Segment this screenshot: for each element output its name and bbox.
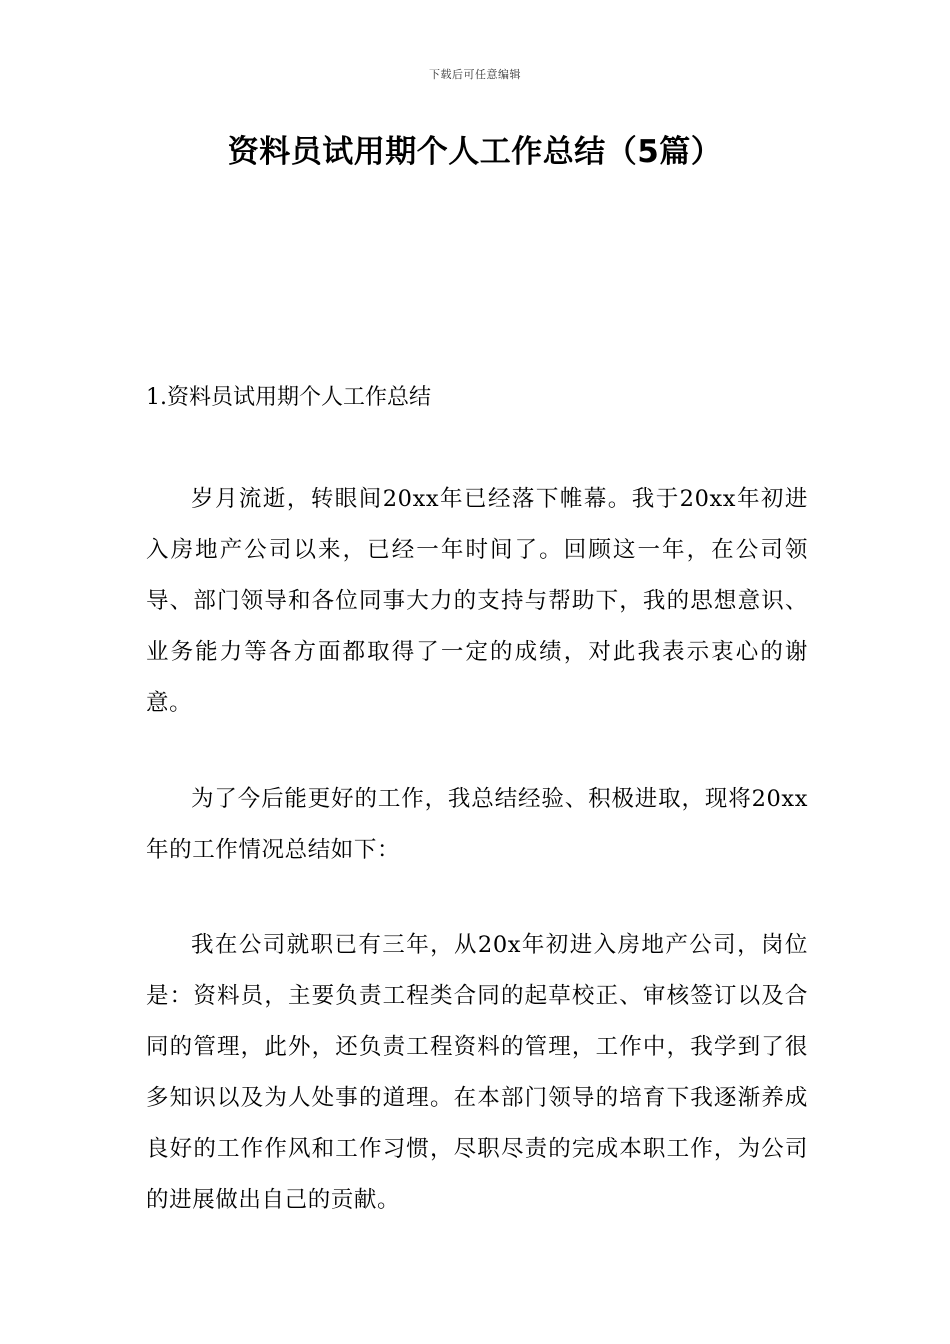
header-note: 下载后可任意编辑 xyxy=(429,68,521,81)
paragraph-2: 为了今后能更好的工作，我总结经验、积极进取，现将20xx年的工作情况总结如下： xyxy=(146,786,808,863)
paragraph-1: 岁月流逝，转眼间20xx年已经落下帷幕。我于20xx年初进入房地产公司以来，已经一年时间了。回顾这一年，在公司领导、部门领导和各位同事大力的支持与帮助下，我的思想意识、业务能力等各方面都取得了一定的成绩，对此我表示衷心的谢意。 xyxy=(146,486,808,716)
paragraph-3: 我在公司就职已有三年，从20x年初进入房地产公司，岗位是：资料员，主要负责工程类合同的起草校正、审核签订以及合同的管理，此外，还负责工程资料的管理，工作中，我学到了很多知识以及为人处事的道理。在本部门领导的培育下我逐渐养成良好的工作作风和工作习惯，尽职尽责的完成本职工作，为公司的进展做出自己的贡献。 xyxy=(146,932,808,1213)
document-title: 资料员试用期个人工作总结（5篇） xyxy=(227,134,723,170)
section-heading: 1.资料员试用期个人工作总结 xyxy=(146,385,431,410)
